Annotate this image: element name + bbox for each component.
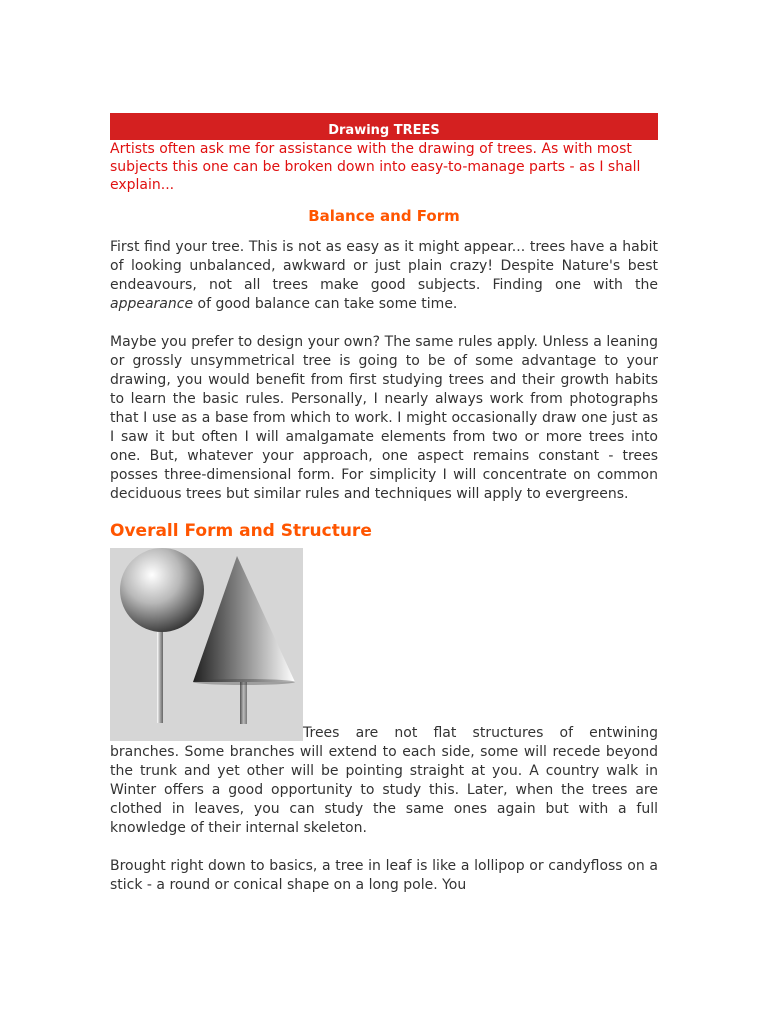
document-page [110, 113, 658, 895]
lollipop-stick [157, 628, 163, 723]
paragraph-1-text-end: of good balance can take some time. [193, 296, 458, 312]
lollipop-sphere [120, 548, 204, 632]
section-heading-structure: Overall Form and Structure [110, 521, 372, 541]
figure-row [110, 548, 658, 838]
paragraph-1-text: First find your tree. This is not as easy as it might appear... trees have a habit of looking unbalanced, awkward or just plain crazy! Despite Nature's best endeavours, not all trees make good subjects. Finding one with the [110, 239, 658, 293]
paragraph-3: Trees are not flat structures of entwining branches. Some branches will extend to each side, some will recede beyond the trunk and yet other will be pointing straight at you. A country walk in Winter offers a good opportunity to study this. Later, when the trees are clothed in leaves, you can study the same ones again but with a full knowledge of their internal skeleton. [110, 725, 658, 836]
intro-text: Artists often ask me for assistance with the drawing of trees. As with most subjects this one can be broken down into easy-to-manage parts - as I shall explain... [110, 141, 641, 193]
section-heading-balance: Balance and Form [308, 207, 460, 225]
lollipop-cone-illustration [110, 548, 303, 741]
cone-base [193, 679, 295, 685]
paragraph-2: Maybe you prefer to design your own? The same rules apply. Unless a leaning or grossly unsymmetrical tree is going to be of some advantage to your drawing, you would benefit from first studying trees and their growth habits to learn the basic rules. Personally, I nearly always work from photographs that I use as a base from which to work. I might occasionally draw one just as I saw it but often I will amalgamate elements from two or more trees into one. But, whatever your approach, one aspect remains constant - trees posses three-dimensional form. For simplicity I will concentrate on common deciduous trees but similar rules and techniques will apply to evergreens. [110, 334, 658, 502]
paragraph-4: Brought right down to basics, a tree in leaf is like a lollipop or candyfloss on a stick - a round or conical shape on a long pole. You [110, 858, 658, 893]
paragraph-1 [110, 238, 658, 314]
page-title: Drawing TREES [110, 113, 658, 140]
paragraph-1-emphasis: appearance [110, 296, 194, 312]
